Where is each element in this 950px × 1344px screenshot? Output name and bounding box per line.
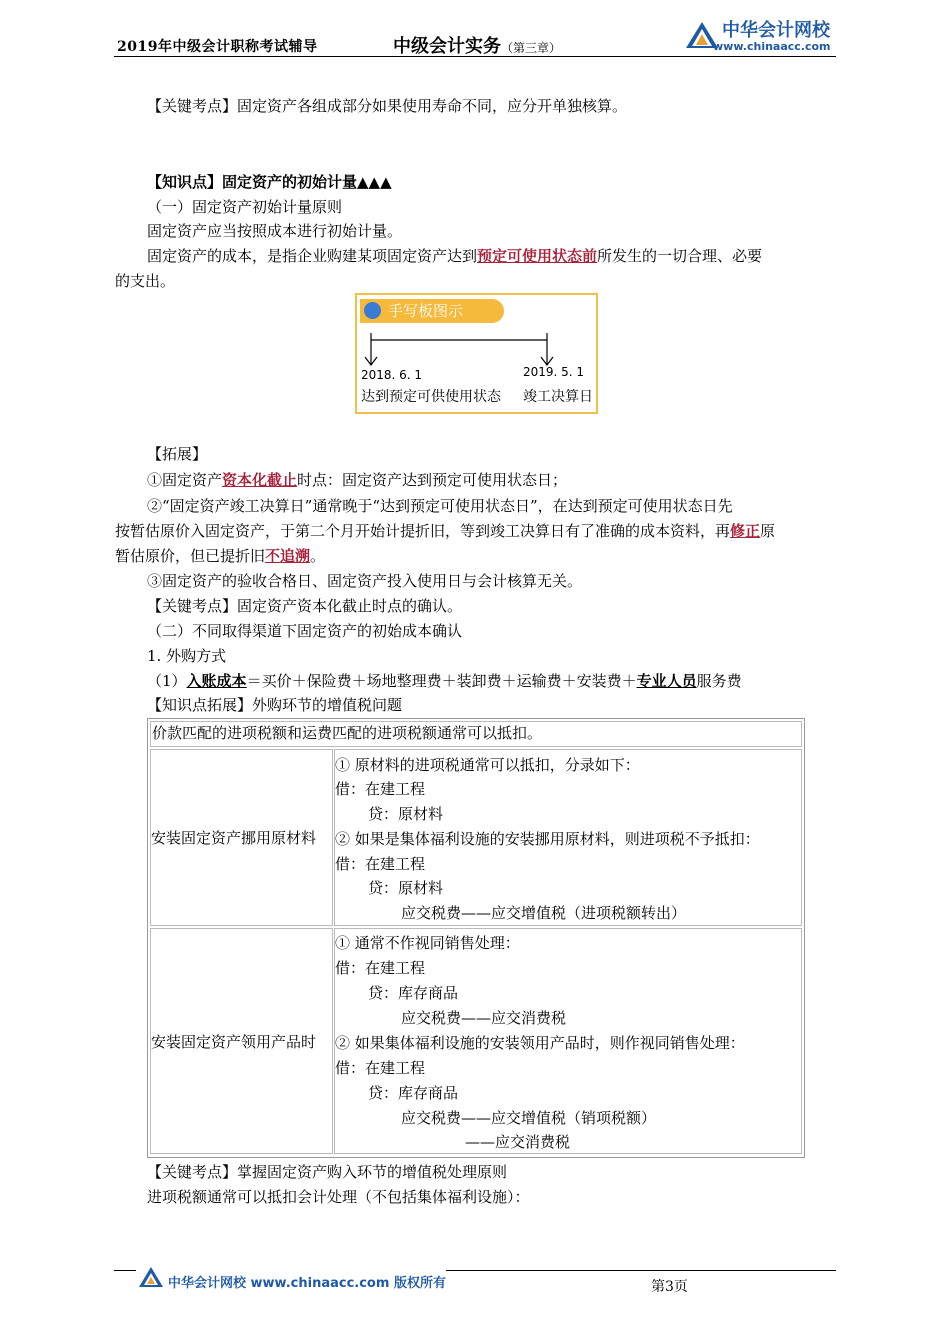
timeline [357,325,596,370]
logo-url: www.chinaacc.com [713,40,831,53]
table-row-2-line: 贷：库存商品 [368,1084,459,1102]
section-title: 【知识点】固定资产的初始计量▲▲▲ [147,173,392,191]
footer-logo-icon [138,1266,164,1288]
timeline-label-1: 达到预定可供使用状态 [361,389,501,405]
key-point-3: 【关键考点】掌握固定资产购入环节的增值税处理原则 [147,1163,508,1181]
table-header-text: 价款匹配的进项税额和运费匹配的进项税额通常可以抵扣。 [152,724,543,742]
extension-heading: 【拓展】 [147,445,208,463]
table-row-1-line: ② 如果是集体福利设施的安装挪用原材料，则进项税不予抵扣： [335,830,760,848]
table-row-1-line: 借：在建工程 [335,855,426,873]
table-row-1-line: 应交税费——应交增值税（进项税额转出） [401,904,687,922]
ext-item-2-cont [115,521,837,541]
header-chapter: （第三章） [501,41,562,55]
ext-item-3: ③固定资产的验收合格日、固定资产投入使用日与会计核算无关。 [147,572,583,590]
vat-table [147,718,805,1158]
ext-item-2-cont-a: 按暂估原价入固定资产，于第二个月开始计提折旧，等到竣工决算日有了准确的成本资料，再 [115,522,731,540]
ext-item-2-end-c: 。 [310,547,326,565]
logo-name: 中华会计网校 [722,20,830,41]
highlight-term: 资本化截止 [222,471,298,489]
handwriting-tag [360,299,504,323]
table-row-1-line: ① 原材料的进项税通常可以抵扣，分录如下： [335,756,640,774]
table-row-1-label: 安装固定资产挪用原材料 [151,829,317,847]
table-row-2-line: 应交税费——应交消费税 [401,1009,567,1027]
footer-divider [114,1270,136,1271]
table-row-1-line: 借：在建工程 [335,780,426,798]
table-row-2-line: 借：在建工程 [335,959,426,977]
header-divider [114,56,836,57]
header-subject-title: 中级会计实务 [393,36,501,57]
ext-item-2-cont-c: 原 [760,522,776,540]
table-row-2-line: 应交税费——应交增值税（销项税额） [401,1109,657,1127]
timeline-date-2: 2019. 5. 1 [523,365,585,379]
page-number: 第3页 [651,1279,688,1295]
cost-formula-num: （1） [147,672,187,690]
cost-formula-end: 服务费 [696,672,742,690]
highlight-term: 修正 [730,522,761,540]
highlight-term: 入账成本 [186,672,247,690]
table-row-2-line: ——应交消费税 [465,1133,571,1151]
para-last: 进项税额通常可以抵扣会计处理（不包括集体福利设施）： [147,1188,530,1206]
timeline-label-2: 竣工决算日 [523,389,593,405]
header-exam-title: 2019年中级会计职称考试辅导 [117,39,318,55]
key-point-2: 【关键考点】固定资产资本化截止时点的确认。 [147,597,463,615]
para-1: 固定资产应当按照成本进行初始计量。 [147,222,403,240]
handwriting-figure [355,293,598,414]
pen-icon [364,302,381,319]
cost-formula-body: ＝买价＋保险费＋场地整理费＋装卸费＋运输费＋安装费＋ [246,672,637,690]
table-row-2-line: ② 如果集体福利设施的安装领用产品时，则作视同销售处理： [335,1034,745,1052]
table-row-2-line: 借：在建工程 [335,1059,426,1077]
ext-item-1-a: ①固定资产 [147,471,223,489]
para-2-text-a: 固定资产的成本，是指企业购建某项固定资产达到 [147,247,478,265]
subsection-1: （一）固定资产初始计量原则 [147,198,343,216]
table-row-2-label: 安装固定资产领用产品时 [151,1033,317,1051]
table-row-2-line: ① 通常不作视同销售处理： [335,934,520,952]
para-2-text-c: 所发生的一切合理、必要 [597,247,763,265]
ext-item-2: ②“固定资产竣工决算日”通常晚于“达到预定可使用状态日”，在达到预定可使用状态日先 [147,497,733,515]
handwriting-tag-label: 手写板图示 [388,302,464,320]
footer-copyright: 中华会计网校 www.chinaacc.com 版权所有 [168,1276,446,1291]
table-row-1-line: 贷：原材料 [368,879,444,897]
kp-extension: 【知识点拓展】外购环节的增值税问题 [147,696,403,714]
timeline-date-1: 2018. 6. 1 [361,368,423,382]
highlight-term: 专业人员 [636,672,697,690]
highlight-term: 不追溯 [265,547,311,565]
header-subject [393,32,561,58]
para-2-cont: 的支出。 [115,272,176,290]
ext-item-2-end-a: 暂估原价，但已提折旧 [115,547,266,565]
table-row-2-line: 贷：库存商品 [368,984,459,1002]
cost-formula [147,671,869,691]
key-point-1: 【关键考点】固定资产各组成部分如果使用寿命不同，应分开单独核算。 [147,97,628,115]
table-row-1-line: 贷：原材料 [368,805,444,823]
subsection-2: （二）不同取得渠道下固定资产的初始成本确认 [147,622,463,640]
ext-item-1 [147,470,869,490]
subsection-2-1: 1. 外购方式 [147,647,227,665]
para-2 [147,246,869,266]
ext-item-2-end [115,546,837,566]
footer-divider [446,1270,836,1271]
highlight-term: 预定可使用状态前 [477,247,598,265]
ext-item-1-c: 时点：固定资产达到预定可使用状态日； [297,471,568,489]
